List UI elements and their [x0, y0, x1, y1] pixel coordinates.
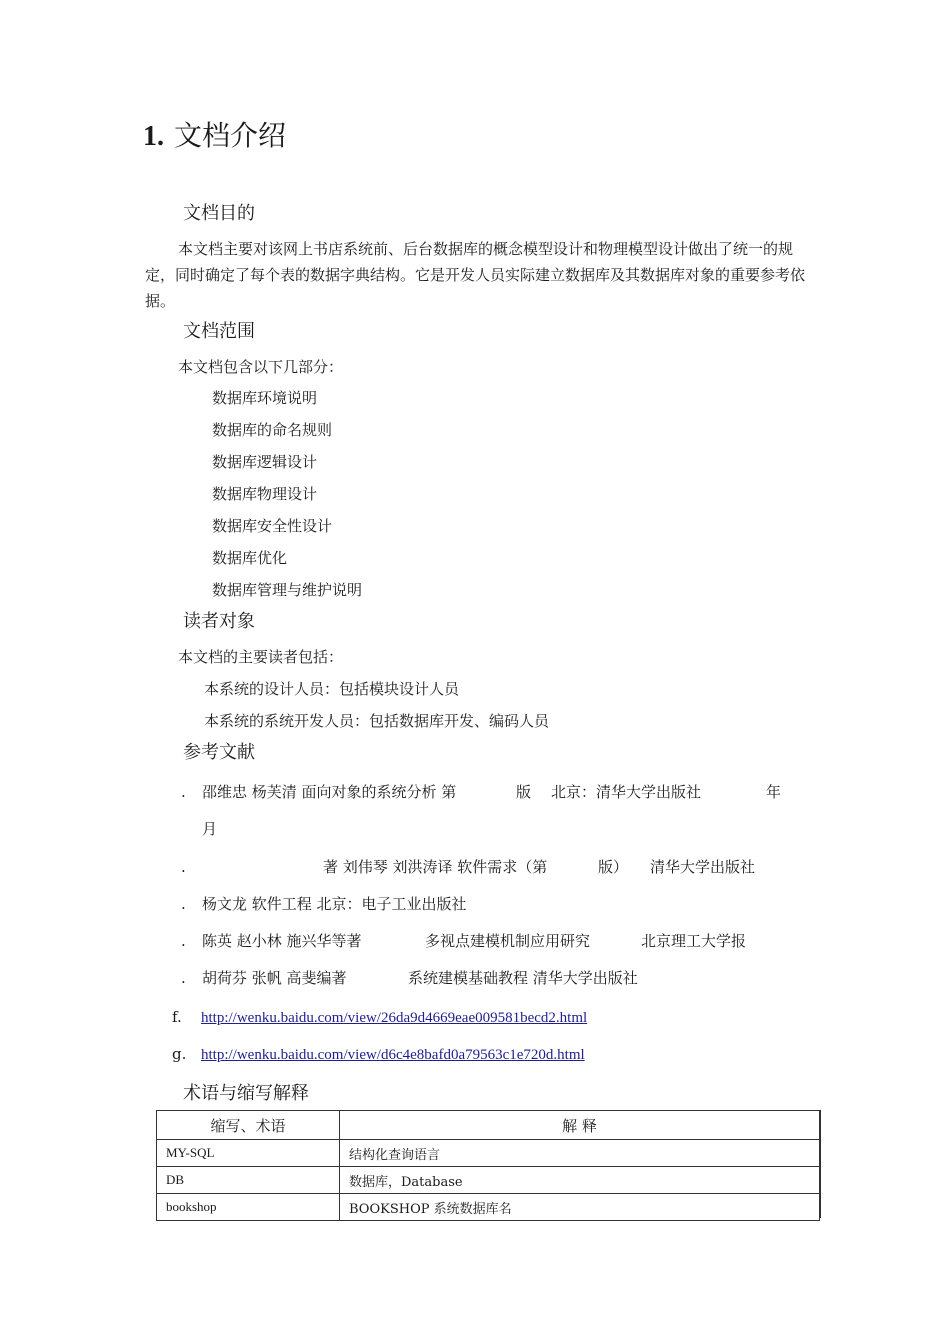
- reference-marker: f.: [172, 1008, 182, 1026]
- reference-text: 邵维忠 杨芙清 面向对象的系统分析 第: [202, 783, 457, 801]
- scope-item: 数据库安全性设计: [212, 517, 333, 535]
- scope-item: 数据库物理设计: [212, 485, 318, 503]
- reference-link[interactable]: http://wenku.baidu.com/view/26da9d4669eae009581becd2.html: [201, 1010, 588, 1026]
- reference-text: 胡荷芬 张帆 高斐编著: [202, 969, 347, 987]
- table-row: [157, 1140, 820, 1167]
- table-header-cell: 缩写、术语: [157, 1111, 340, 1140]
- readers-title: 读者对象: [183, 611, 255, 632]
- reference-text: 陈英 赵小林 施兴华等著: [202, 932, 362, 950]
- definition-cell: BOOKSHOP 系统数据库名: [340, 1194, 820, 1221]
- purpose-title: 文档目的: [183, 203, 255, 224]
- reference-text: 版）: [598, 858, 629, 876]
- reference-text: 著 刘伟琴 刘洪涛译 软件需求（第: [323, 858, 548, 876]
- reference-text: 多视点建模机制应用研究: [425, 932, 591, 950]
- reference-marker: .: [181, 858, 186, 876]
- scope-title: 文档范围: [183, 321, 255, 342]
- readers-intro: 本文档的主要读者包括：: [178, 648, 344, 666]
- reference-marker: g.: [172, 1045, 187, 1063]
- reference-text: 系统建模基础教程 清华大学出版社: [408, 969, 638, 987]
- scope-item: 数据库管理与维护说明: [212, 581, 363, 599]
- table-row: [157, 1167, 820, 1194]
- term-cell: DB: [157, 1167, 340, 1194]
- reference-link[interactable]: http://wenku.baidu.com/view/d6c4e8bafd0a79563c1e720d.html: [201, 1047, 585, 1063]
- reader-item: 本系统的设计人员：包括模块设计人员: [204, 680, 460, 698]
- scope-item: 数据库环境说明: [212, 389, 318, 407]
- term-cell: bookshop: [157, 1194, 340, 1221]
- reference-text: 清华大学出版社: [650, 858, 756, 876]
- table-header-row: [157, 1111, 820, 1140]
- reference-marker: .: [181, 969, 186, 987]
- reference-marker: .: [181, 932, 186, 950]
- table-right-border: [819, 1110, 821, 1218]
- reference-text: 月: [202, 820, 218, 838]
- reference-text: 版: [516, 783, 532, 801]
- table-header-cell: 解 释: [340, 1111, 820, 1140]
- definition-cell: 数据库，Database: [340, 1167, 820, 1194]
- scope-intro: 本文档包含以下几部分：: [178, 358, 344, 376]
- reference-text: 杨文龙 软件工程 北京：电子工业出版社: [202, 895, 467, 913]
- terms-table: [156, 1110, 820, 1221]
- reference-marker: .: [181, 895, 186, 913]
- definition-cell: 结构化查询语言: [340, 1140, 820, 1167]
- reference-text: 年: [766, 783, 782, 801]
- section-number: 1.: [143, 121, 164, 152]
- reader-item: 本系统的系统开发人员：包括数据库开发、编码人员: [204, 712, 550, 730]
- section-heading: [143, 116, 286, 157]
- terms-title: 术语与缩写解释: [183, 1083, 309, 1104]
- scope-item: 数据库优化: [212, 549, 288, 567]
- term-cell: MY-SQL: [157, 1140, 340, 1167]
- scope-item: 数据库逻辑设计: [212, 453, 318, 471]
- reference-item: [181, 781, 186, 803]
- scope-item: 数据库的命名规则: [212, 421, 333, 439]
- section-title: 文档介绍: [174, 119, 287, 152]
- purpose-paragraph: 本文档主要对该网上书店系统前、后台数据库的概念模型设计和物理模型设计做出了统一的规定，同时确定了每个表的数据字典结构。它是开发人员实际建立数据库及其数据库对象的重要参考依据。: [145, 240, 806, 310]
- reference-text: 北京理工大学报: [641, 932, 747, 950]
- references-title: 参考文献: [183, 742, 255, 763]
- reference-text: 北京：清华大学出版社: [551, 783, 702, 801]
- table-row: [157, 1194, 820, 1221]
- reference-marker: .: [181, 783, 186, 801]
